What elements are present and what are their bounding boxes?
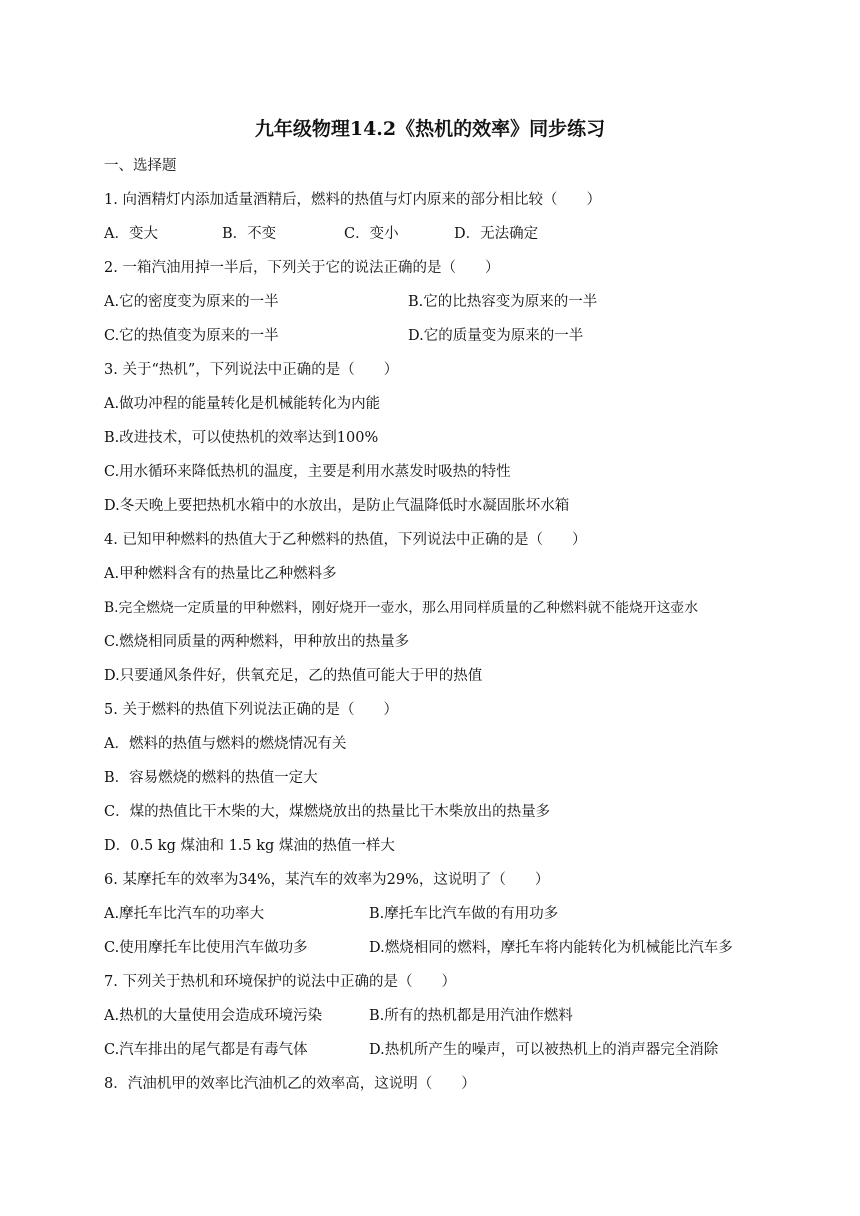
question-7-options-row1	[104, 1006, 804, 1026]
q5-option-a: A．燃料的热值与燃料的燃烧情况有关	[104, 736, 347, 752]
q4-option-b: B.完全燃烧一定质量的甲种燃料，刚好烧开一壶水，那么用同样质量的乙种燃料就不能烧开这壶水	[104, 600, 698, 616]
q1-option-d: D．无法确定	[454, 226, 539, 242]
q4-option-d: D.只要通风条件好，供氧充足，乙的热值可能大于甲的热值	[104, 668, 483, 684]
q4-option-c: C.燃烧相同质量的两种燃料，甲种放出的热量多	[104, 634, 410, 650]
question-4-stem: 4. 已知甲种燃料的热值大于乙种燃料的热值，下列说法中正确的是（ ）	[104, 532, 587, 548]
question-7-stem: 7. 下列关于热机和环境保护的说法中正确的是（ ）	[104, 974, 456, 990]
q5-option-d: D．0.5 kg 煤油和 1.5 kg 煤油的热值一样大	[104, 838, 395, 854]
q5-option-b: B．容易燃烧的燃料的热值一定大	[104, 770, 318, 786]
q6-option-a: A.摩托车比汽车的功率大	[104, 906, 265, 922]
q3-option-a: A.做功冲程的能量转化是机械能转化为内能	[104, 396, 381, 412]
q3-option-d: D.冬天晚上要把热机水箱中的水放出，是防止气温降低时水凝固胀坏水箱	[104, 498, 570, 514]
q1-option-c: C．变小	[344, 226, 399, 242]
question-6-stem: 6. 某摩托车的效率为34%，某汽车的效率为29%，这说明了（ ）	[104, 872, 550, 888]
question-1-stem: 1. 向酒精灯内添加适量酒精后，燃料的热值与灯内原来的部分相比较（ ）	[104, 192, 601, 208]
q7-option-d: D.热机所产生的噪声，可以被热机上的消声器完全消除	[369, 1042, 719, 1058]
question-5-stem: 5. 关于燃料的热值下列说法正确的是（ ）	[104, 702, 398, 718]
question-1-options	[104, 224, 804, 244]
q2-option-c: C.它的热值变为原来的一半	[104, 328, 279, 344]
q5-option-c: C．煤的热值比干木柴的大，煤燃烧放出的热量比干木柴放出的热量多	[104, 804, 551, 820]
question-6-options-row1	[104, 904, 804, 924]
page-title: 九年级物理14.2《热机的效率》同步练习	[254, 118, 606, 140]
q1-option-b: B．不变	[222, 226, 277, 242]
question-2-stem: 2. 一箱汽油用掉一半后，下列关于它的说法正确的是（ ）	[104, 260, 500, 276]
question-2-options-row1	[104, 292, 804, 312]
q2-option-a: A.它的密度变为原来的一半	[104, 294, 279, 310]
q6-option-d: D.燃烧相同的燃料，摩托车将内能转化为机械能比汽车多	[369, 940, 733, 956]
q2-option-d: D.它的质量变为原来的一半	[408, 328, 584, 344]
q3-option-b: B.改进技术，可以使热机的效率达到100%	[104, 430, 379, 446]
question-3-stem: 3. 关于“热机”，下列说法中正确的是（ ）	[104, 362, 399, 378]
q3-option-c: C.用水循环来降低热机的温度，主要是利用水蒸发时吸热的特性	[104, 464, 511, 480]
question-8-stem: 8．汽油机甲的效率比汽油机乙的效率高，这说明（ ）	[104, 1076, 476, 1092]
q6-option-b: B.摩托车比汽车做的有用功多	[369, 906, 559, 922]
q2-option-b: B.它的比热容变为原来的一半	[408, 294, 598, 310]
q4-option-a: A.甲种燃料含有的热量比乙种燃料多	[104, 566, 337, 582]
question-7-options-row2	[104, 1040, 804, 1060]
q6-option-c: C.使用摩托车比使用汽车做功多	[104, 940, 308, 956]
question-2-options-row2	[104, 326, 804, 346]
q7-option-c: C.汽车排出的尾气都是有毒气体	[104, 1042, 308, 1058]
q7-option-b: B.所有的热机都是用汽油作燃料	[369, 1008, 573, 1024]
q7-option-a: A.热机的大量使用会造成环境污染	[104, 1008, 323, 1024]
question-6-options-row2	[104, 938, 804, 958]
q1-option-a: A．变大	[104, 226, 158, 242]
section-heading: 一、选择题	[104, 158, 177, 174]
